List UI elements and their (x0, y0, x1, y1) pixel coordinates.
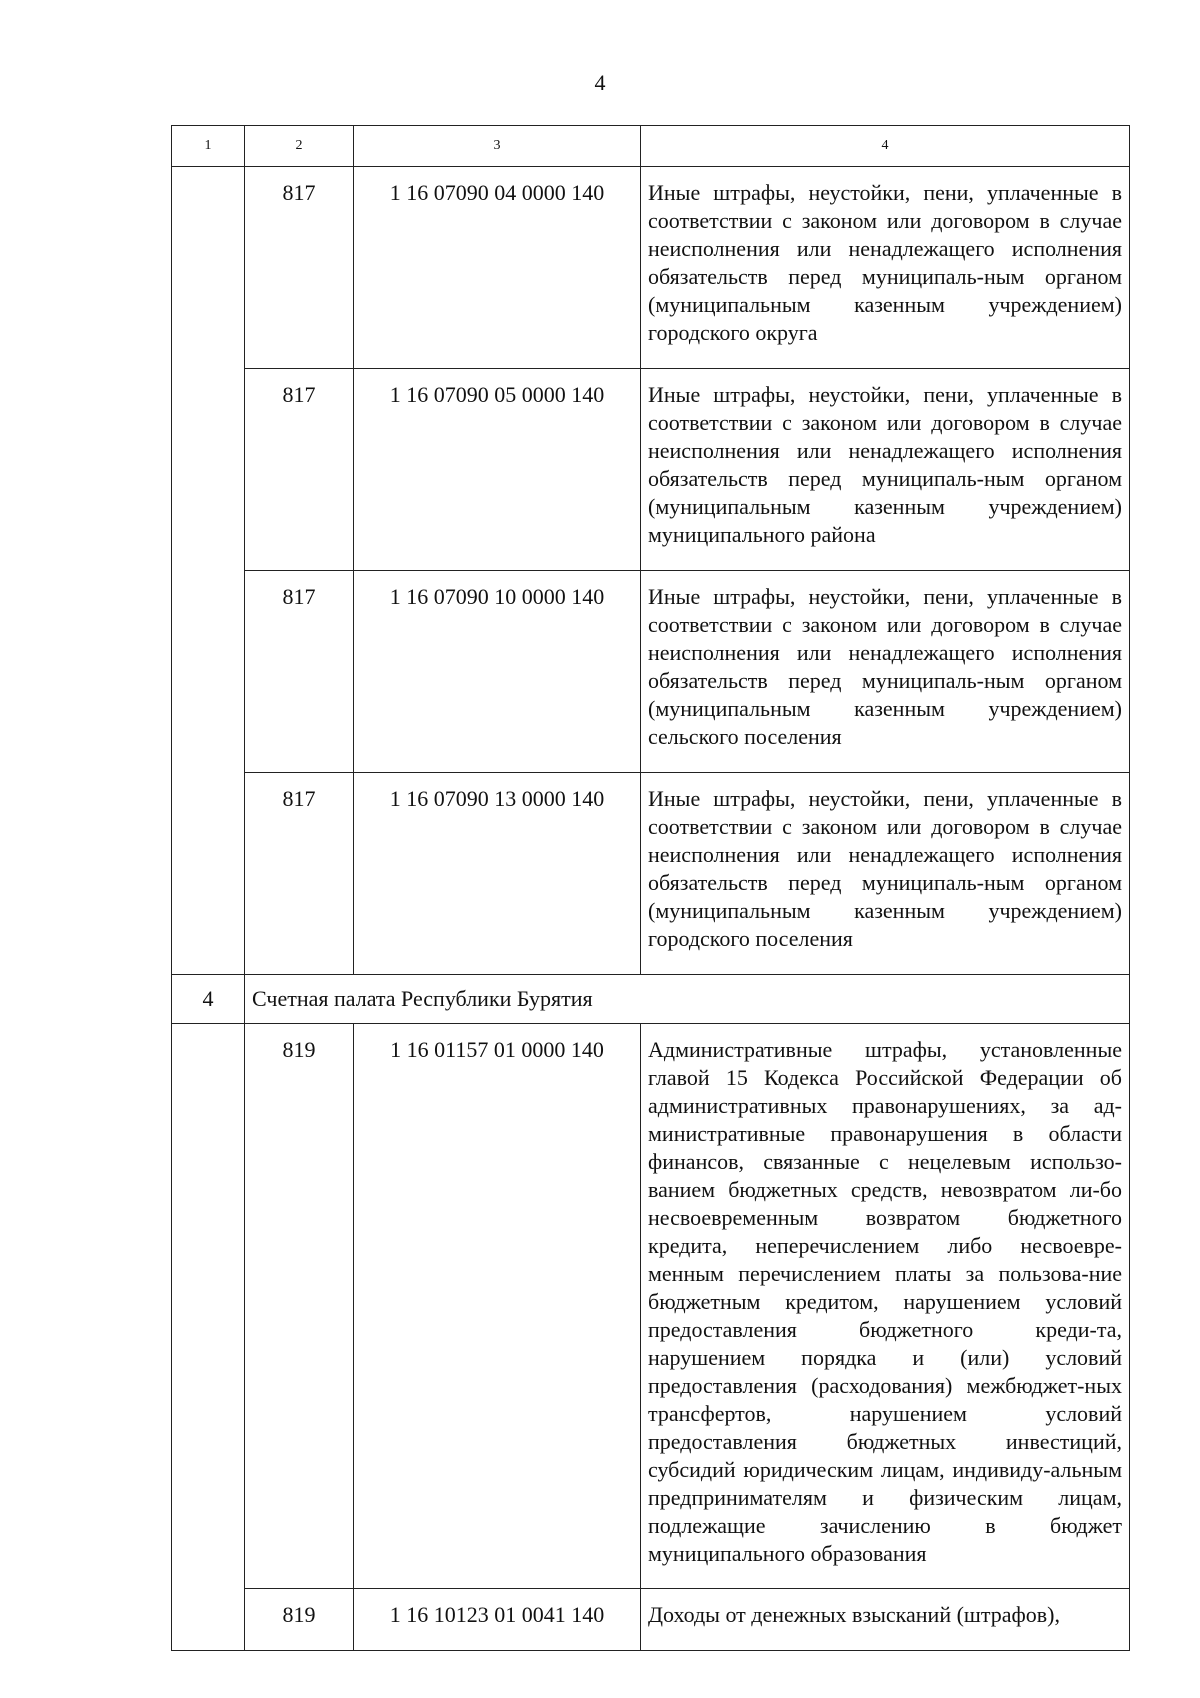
page-number: 4 (594, 70, 606, 95)
description-cell: Иные штрафы, неустойки, пени, уплаченные в соответствии с законом или договором в случае неисполнения или ненадлежащего исполнения обязательств перед муниципаль-ным органом (муниципальным казенным учреждением) городского округа (641, 167, 1130, 369)
description-cell: Иные штрафы, неустойки, пени, уплаченные в соответствии с законом или договором в случае неисполнения или ненадлежащего исполнения обязательств перед муниципаль-ным органом (муниципальным казенным учреждением) сельского поселения (641, 571, 1130, 773)
description-cell: Административные штрафы, установленные главой 15 Кодекса Российской Федерации об административных правонарушениях, за ад-министративные правонарушения в области финансов, связанные с нецелевым использо-ванием бюджетных средств, невозвратом ли-бо несвоевременным возвратом бюджетного кредита, неперечислением либо несвоевре-менным перечислением платы за пользова-ние бюджетным кредитом, нарушением условий предоставления бюджетного креди-та, нарушением порядка и (или) условий предоставления (расходования) межбюджет-ных трансфертов, нарушением условий предоставления бюджетных инвестиций, субсидий юридическим лицам, индивиду-альным предпринимателям и физическим лицам, подлежащие зачислению в бюджет муниципального образования (641, 1024, 1130, 1589)
admin-code-cell: 817 (245, 167, 354, 369)
header-cell: 2 (245, 126, 354, 167)
description-cell: Доходы от денежных взысканий (штрафов), (641, 1589, 1130, 1651)
table-row (172, 773, 1130, 975)
section-row (172, 975, 1130, 1024)
admin-code-cell: 819 (245, 1024, 354, 1589)
description-cell: Иные штрафы, неустойки, пени, уплаченные в соответствии с законом или договором в случае неисполнения или ненадлежащего исполнения обязательств перед муниципаль-ным органом (муниципальным казенным учреждением) городского поселения (641, 773, 1130, 975)
table-row (172, 369, 1130, 571)
empty-number-cell (172, 1024, 245, 1651)
section-number: 4 (172, 975, 245, 1024)
table-row (172, 1024, 1130, 1589)
revenue-code-cell: 1 16 01157 01 0000 140 (354, 1024, 641, 1589)
table-row (172, 167, 1130, 369)
revenue-code-cell: 1 16 07090 04 0000 140 (354, 167, 641, 369)
revenue-code-cell: 1 16 07090 05 0000 140 (354, 369, 641, 571)
revenue-code-cell: 1 16 07090 13 0000 140 (354, 773, 641, 975)
admin-code-cell: 817 (245, 369, 354, 571)
table-header-row (172, 126, 1130, 167)
revenue-code-cell: 1 16 07090 10 0000 140 (354, 571, 641, 773)
table-row (172, 1589, 1130, 1651)
header-cell: 4 (641, 126, 1130, 167)
admin-code-cell: 817 (245, 571, 354, 773)
section-title: Счетная палата Республики Бурятия (245, 975, 1130, 1024)
admin-code-cell: 817 (245, 773, 354, 975)
empty-number-cell (172, 167, 245, 975)
table-row (172, 571, 1130, 773)
description-cell: Иные штрафы, неустойки, пени, уплаченные в соответствии с законом или договором в случае неисполнения или ненадлежащего исполнения обязательств перед муниципаль-ным органом (муниципальным казенным учреждением) муниципального района (641, 369, 1130, 571)
admin-code-cell: 819 (245, 1589, 354, 1651)
header-cell: 1 (172, 126, 245, 167)
revenue-code-cell: 1 16 10123 01 0041 140 (354, 1589, 641, 1651)
revenue-codes-table (171, 125, 1130, 1651)
header-cell: 3 (354, 126, 641, 167)
